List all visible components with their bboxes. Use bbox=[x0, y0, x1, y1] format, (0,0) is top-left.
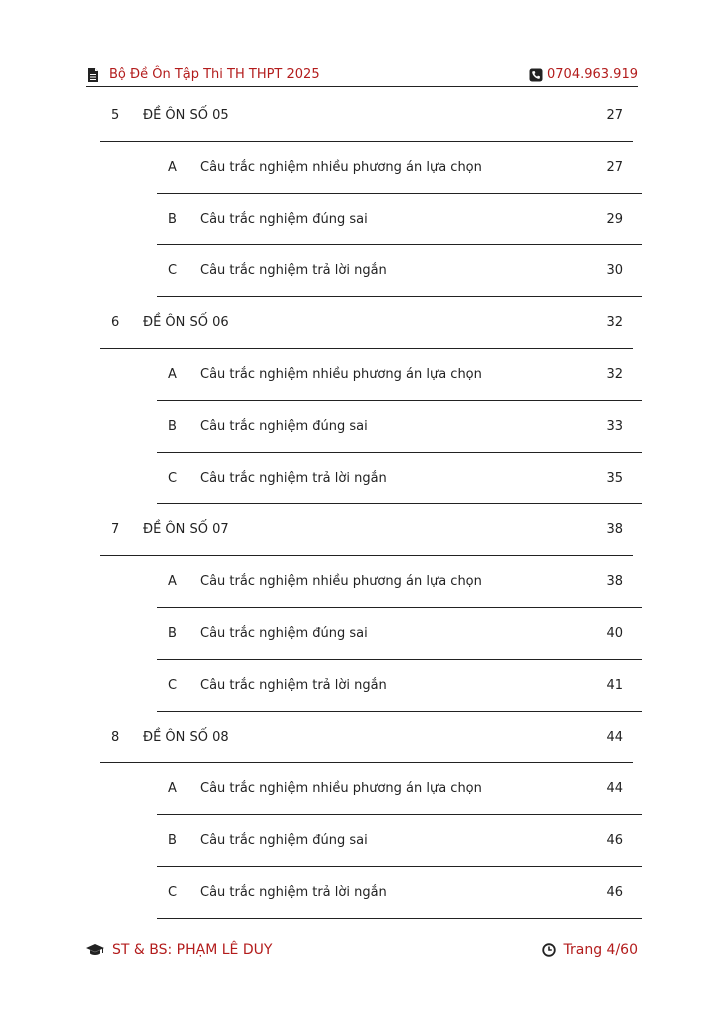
toc-section-page: 32 bbox=[606, 315, 623, 331]
toc-subsection-title: Câu trắc nghiệm nhiều phương án lựa chọn bbox=[200, 367, 482, 382]
toc-section-page: 27 bbox=[606, 108, 623, 123]
toc-section-num: 5 bbox=[111, 108, 120, 123]
toc-section-num: 6 bbox=[111, 315, 120, 331]
toc-subsection-title: Câu trắc nghiệm trả lời ngắn bbox=[200, 885, 387, 900]
toc-subsection-page: 46 bbox=[606, 885, 623, 900]
toc-subsection-row[interactable] bbox=[157, 763, 642, 815]
toc-subsection-title: Câu trắc nghiệm nhiều phương án lựa chọn bbox=[200, 574, 482, 590]
toc-section-title: ĐỀ ÔN SỐ 08 bbox=[143, 729, 229, 745]
toc-subsection-title: Câu trắc nghiệm nhiều phương án lựa chọn bbox=[200, 159, 482, 175]
toc-subsection-title: Câu trắc nghiệm trả lời ngắn bbox=[200, 470, 387, 486]
toc-subsection-title: Câu trắc nghiệm trả lời ngắn bbox=[200, 677, 387, 693]
toc-subsection-title: Câu trắc nghiệm đúng sai bbox=[200, 833, 368, 849]
toc-subsection-title: Câu trắc nghiệm trả lời ngắn bbox=[200, 263, 387, 279]
toc-subsection-num: C bbox=[168, 263, 178, 279]
toc-subsection-row[interactable] bbox=[157, 349, 642, 401]
toc-section-title: ĐỀ ÔN SỐ 06 bbox=[143, 315, 229, 331]
toc-subsection-page: 27 bbox=[606, 159, 623, 175]
toc-subsection-page: 32 bbox=[606, 367, 623, 382]
toc-subsection-page: 33 bbox=[606, 418, 623, 434]
footer-page-number: Trang 4/60 bbox=[563, 942, 638, 958]
toc-section-title: ĐỀ ÔN SỐ 05 bbox=[143, 108, 229, 123]
footer-author: ST & BS: PHẠM LÊ DUY bbox=[112, 942, 273, 958]
clock-icon bbox=[542, 943, 556, 957]
toc-subsection-num: A bbox=[168, 574, 177, 590]
page-footer bbox=[86, 942, 638, 962]
toc-section-row[interactable] bbox=[100, 504, 633, 556]
toc-subsection-page: 35 bbox=[606, 470, 623, 486]
header-phone: 0704.963.919 bbox=[547, 67, 638, 82]
header-title: Bộ Đề Ôn Tập Thi TH THPT 2025 bbox=[109, 67, 320, 82]
toc-subsection-row[interactable] bbox=[157, 815, 642, 867]
toc-subsection-num: B bbox=[168, 833, 177, 849]
toc-subsection-num: A bbox=[168, 781, 177, 797]
toc-section-page: 38 bbox=[606, 522, 623, 538]
toc-section-row[interactable] bbox=[100, 297, 633, 349]
toc-subsection-page: 46 bbox=[606, 833, 623, 849]
toc-subsection-page: 30 bbox=[606, 263, 623, 279]
toc-subsection-num: C bbox=[168, 885, 178, 900]
toc-subsection-row[interactable] bbox=[157, 867, 642, 919]
toc-section-row[interactable] bbox=[100, 90, 633, 142]
toc-subsection-page: 38 bbox=[606, 574, 623, 590]
toc-section-num: 7 bbox=[111, 522, 120, 538]
toc-subsection-num: A bbox=[168, 159, 177, 175]
toc-subsection-title: Câu trắc nghiệm nhiều phương án lựa chọn bbox=[200, 781, 482, 797]
toc-section-row[interactable] bbox=[100, 712, 633, 764]
toc-subsection-num: B bbox=[168, 626, 177, 641]
toc-subsection-row[interactable] bbox=[157, 660, 642, 712]
toc-subsection-row[interactable] bbox=[157, 556, 642, 608]
toc-subsection-row[interactable] bbox=[157, 142, 642, 194]
toc-subsection-page: 40 bbox=[606, 626, 623, 641]
toc-subsection-num: B bbox=[168, 418, 177, 434]
toc-subsection-row[interactable] bbox=[157, 608, 642, 660]
toc-subsection-row[interactable] bbox=[157, 453, 642, 505]
toc-subsection-num: A bbox=[168, 367, 177, 382]
toc-subsection-row[interactable] bbox=[157, 401, 642, 453]
toc-subsection-page: 29 bbox=[606, 211, 623, 227]
toc-subsection-row[interactable] bbox=[157, 194, 642, 246]
footer-right bbox=[542, 942, 638, 958]
toc-section-page: 44 bbox=[606, 729, 623, 745]
footer-left bbox=[86, 942, 272, 958]
toc-subsection-page: 44 bbox=[606, 781, 623, 797]
toc-subsection-num: C bbox=[168, 677, 178, 693]
toc-subsection-num: C bbox=[168, 470, 178, 486]
toc-section-title: ĐỀ ÔN SỐ 07 bbox=[143, 522, 229, 538]
toc-subsection-title: Câu trắc nghiệm đúng sai bbox=[200, 211, 368, 227]
toc-subsection-title: Câu trắc nghiệm đúng sai bbox=[200, 626, 368, 641]
toc-subsection-num: B bbox=[168, 211, 177, 227]
graduation-cap-icon bbox=[86, 943, 104, 957]
toc-section-num: 8 bbox=[111, 729, 120, 745]
toc-subsection-title: Câu trắc nghiệm đúng sai bbox=[200, 418, 368, 434]
toc-subsection-page: 41 bbox=[606, 677, 623, 693]
toc-subsection-row[interactable] bbox=[157, 245, 642, 297]
